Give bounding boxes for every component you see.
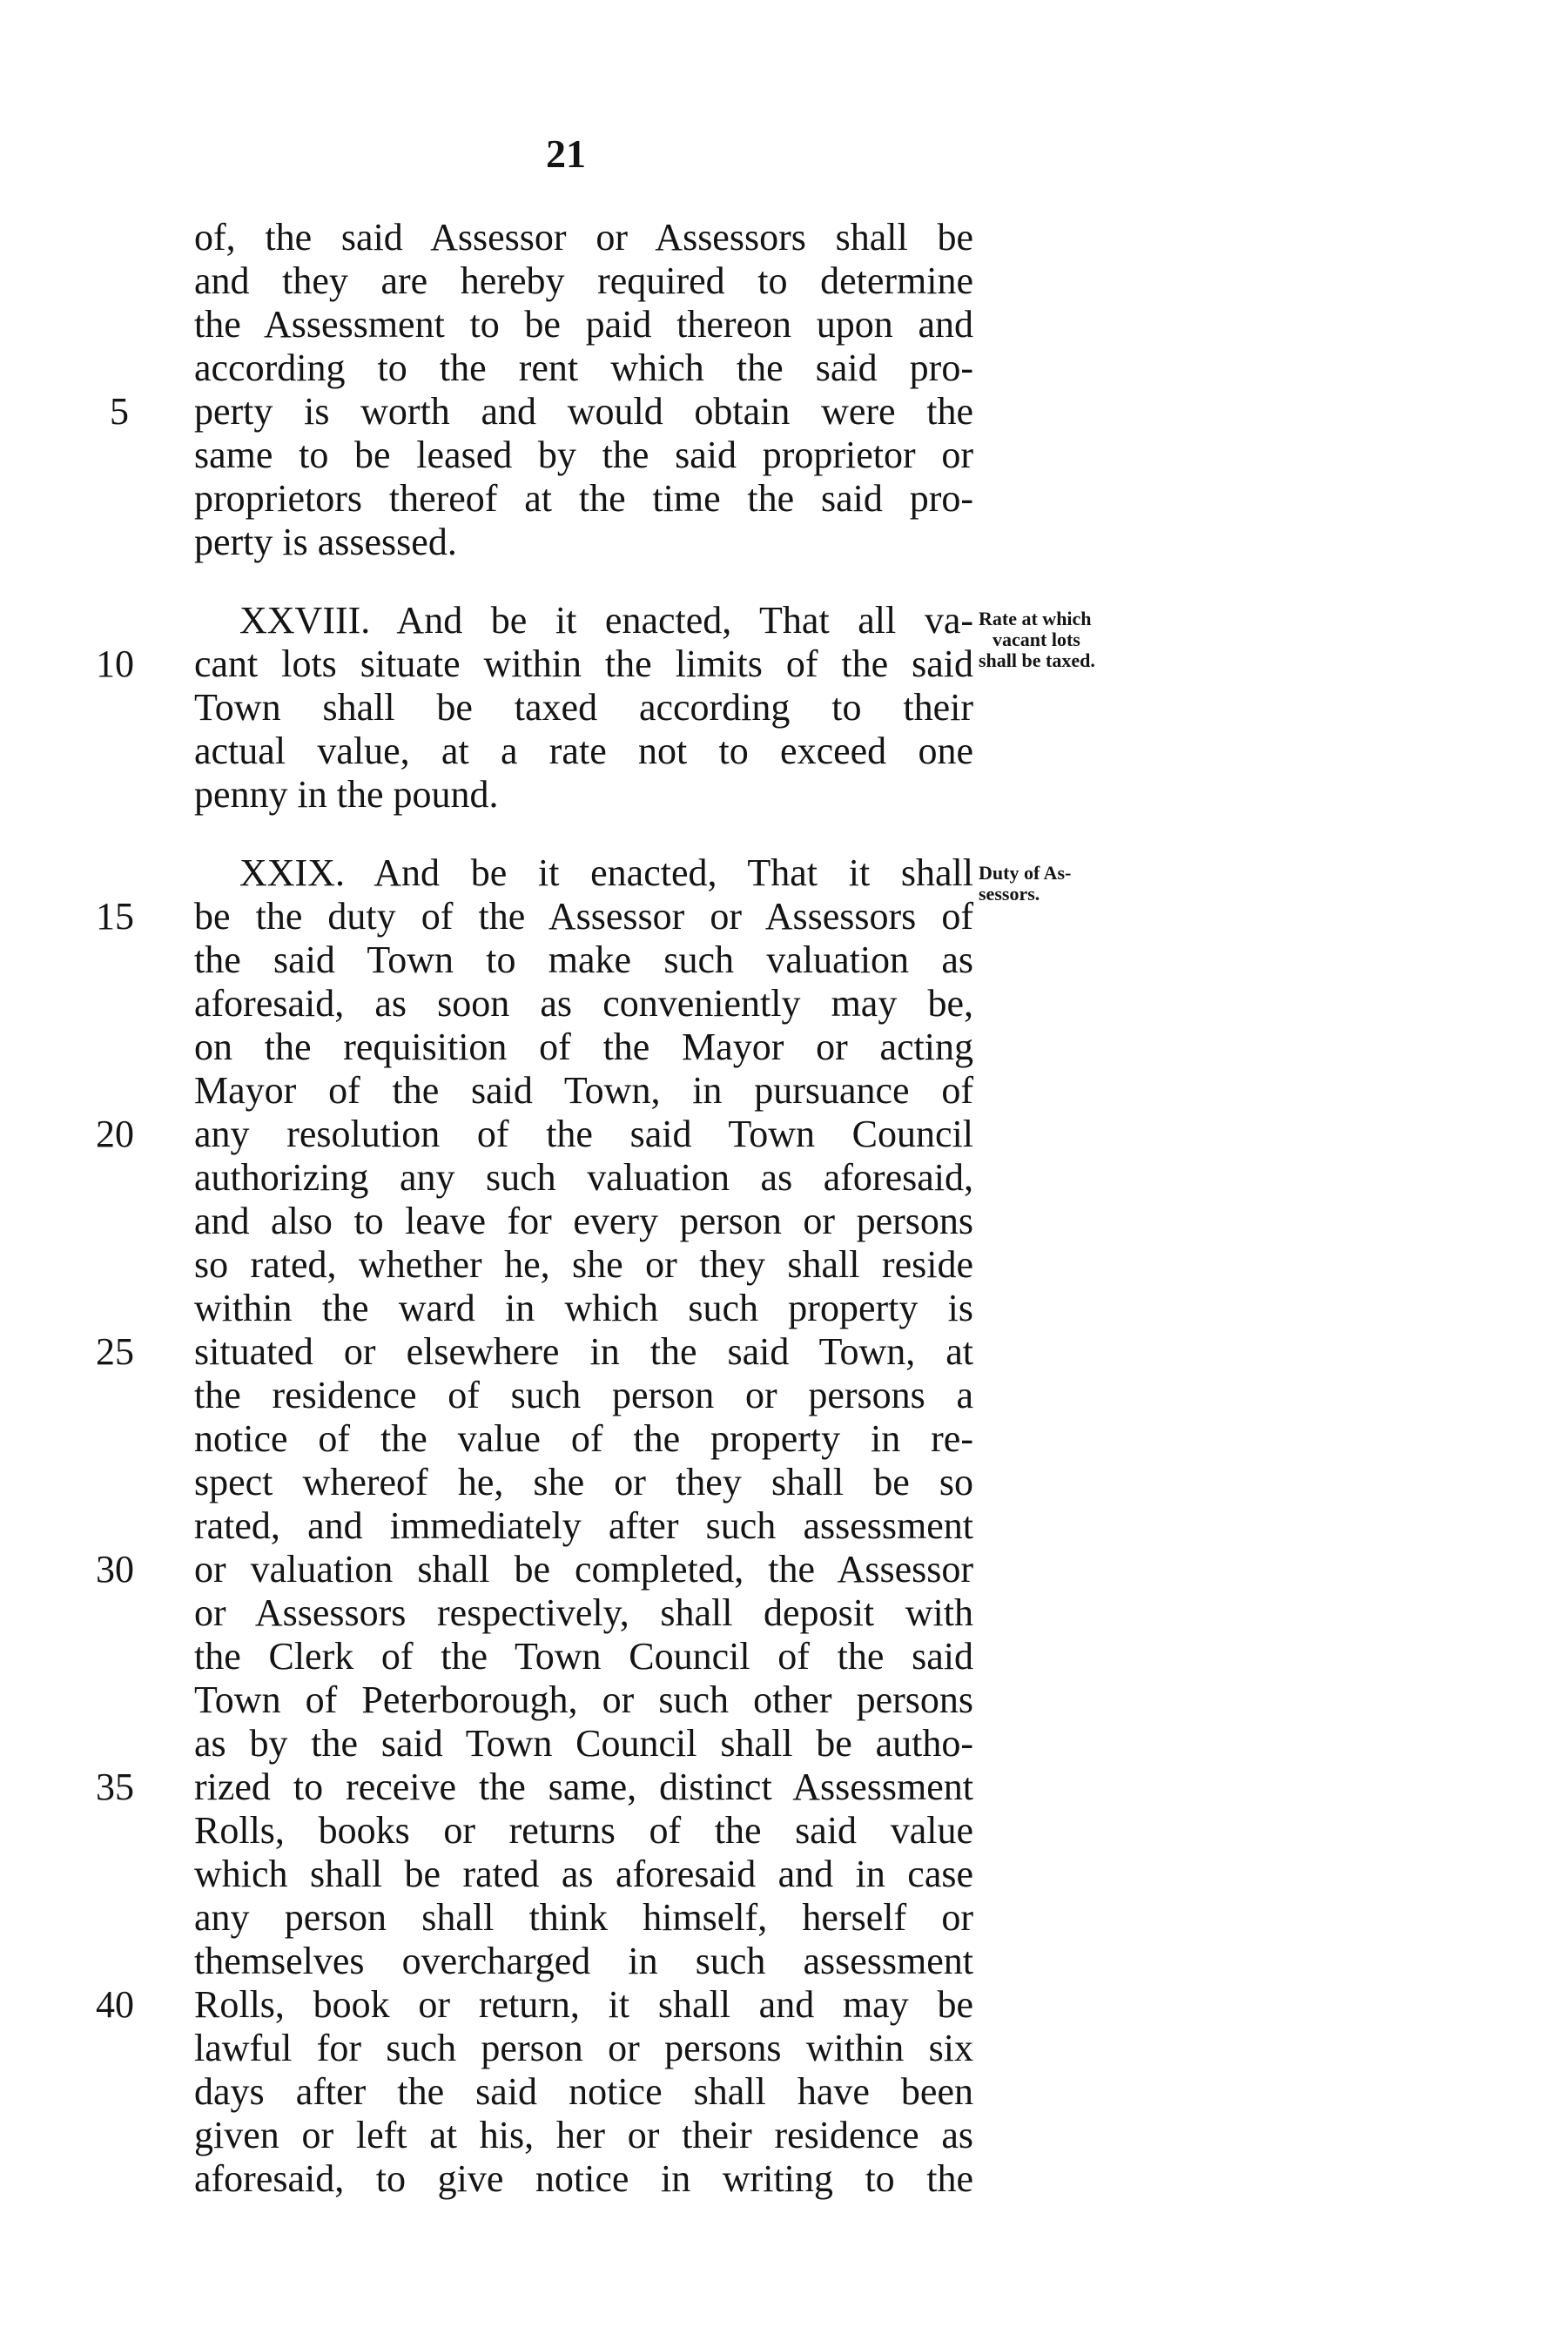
text-line: or Assessors respectively, shall deposit with (194, 1591, 973, 1634)
text-line: notice of the value of the property in re- (194, 1417, 973, 1460)
text-line: lawful for such person or persons within six (194, 2027, 973, 2069)
text-line: any resolution of the said Town Council (194, 1113, 973, 1155)
text-line: days after the said notice shall have been (194, 2070, 973, 2113)
section-heading-line: XXIX. And be it enacted, That it shall (239, 851, 973, 894)
text-line: within the ward in which such property is (194, 1287, 973, 1329)
text-line: so rated, whether he, she or they shall reside (194, 1243, 973, 1286)
text-line: any person shall think himself, herself or (194, 1896, 973, 1939)
line-number: 30 (96, 1548, 134, 1591)
text-line: be the duty of the Assessor or Assessors of (194, 895, 973, 938)
text-line: Town of Peterborough, or such other persons (194, 1678, 973, 1721)
text-line: rated, and immediately after such assessment (194, 1504, 973, 1547)
text-line: of, the said Assessor or Assessors shall be (194, 216, 973, 259)
margin-note-line: sessors. (979, 883, 1040, 905)
text-line: aforesaid, as soon as conveniently may be, (194, 982, 973, 1025)
text-line: and also to leave for every person or persons (194, 1200, 973, 1242)
text-line: Rolls, book or return, it shall and may be (194, 1983, 973, 2026)
text-line: Town shall be taxed according to their (194, 686, 973, 729)
text-line: given or left at his, her or their residence as (194, 2114, 973, 2156)
text-line: on the requisition of the Mayor or acting (194, 1026, 973, 1068)
line-number: 35 (96, 1766, 134, 1808)
section-heading-line: XXVIII. And be it enacted, That all va- (239, 599, 973, 642)
text-line: penny in the pound. (194, 773, 499, 816)
text-line: as by the said Town Council shall be autho- (194, 1722, 973, 1765)
text-line: cant lots situate within the limits of the said (194, 642, 973, 685)
line-number: 15 (96, 895, 134, 938)
text-line: actual value, at a rate not to exceed one (194, 730, 973, 772)
text-line: rized to receive the same, distinct Assessment (194, 1766, 973, 1808)
text-line: the Assessment to be paid thereon upon and (194, 303, 973, 346)
page-number: 21 (546, 131, 586, 176)
text-line: or valuation shall be completed, the Assessor (194, 1548, 973, 1591)
text-line: situated or elsewhere in the said Town, at (194, 1330, 973, 1373)
margin-note-line: Duty of As- (979, 862, 1072, 884)
text-line: the said Town to make such valuation as (194, 938, 973, 981)
line-number: 40 (96, 1983, 134, 2026)
text-line: perty is worth and would obtain were the (194, 390, 973, 433)
text-line: and they are hereby required to determine (194, 259, 973, 302)
text-line: Mayor of the said Town, in pursuance of (194, 1069, 973, 1112)
text-line: the residence of such person or persons a (194, 1374, 973, 1416)
line-number: 25 (96, 1330, 134, 1373)
text-line: Rolls, books or returns of the said value (194, 1809, 973, 1852)
text-line: according to the rent which the said pro- (194, 346, 973, 389)
text-line: the Clerk of the Town Council of the said (194, 1635, 973, 1678)
margin-note-line: vacant lots (993, 629, 1080, 650)
text-line: perty is assessed. (194, 521, 457, 563)
margin-note-line: shall be taxed. (979, 649, 1095, 671)
text-line: aforesaid, to give notice in writing to the (194, 2157, 973, 2200)
line-number: 20 (96, 1113, 134, 1155)
text-line: proprietors thereof at the time the said pro- (194, 477, 973, 520)
text-line: which shall be rated as aforesaid and in case (194, 1853, 973, 1895)
line-number: 5 (110, 390, 129, 433)
line-number: 10 (96, 642, 134, 685)
text-line: same to be leased by the said proprietor or (194, 434, 973, 476)
text-line: themselves overcharged in such assessment (194, 1940, 973, 1982)
text-line: authorizing any such valuation as aforesaid, (194, 1156, 973, 1199)
margin-note-line: Rate at which (979, 608, 1092, 629)
text-line: spect whereof he, she or they shall be so (194, 1461, 973, 1503)
